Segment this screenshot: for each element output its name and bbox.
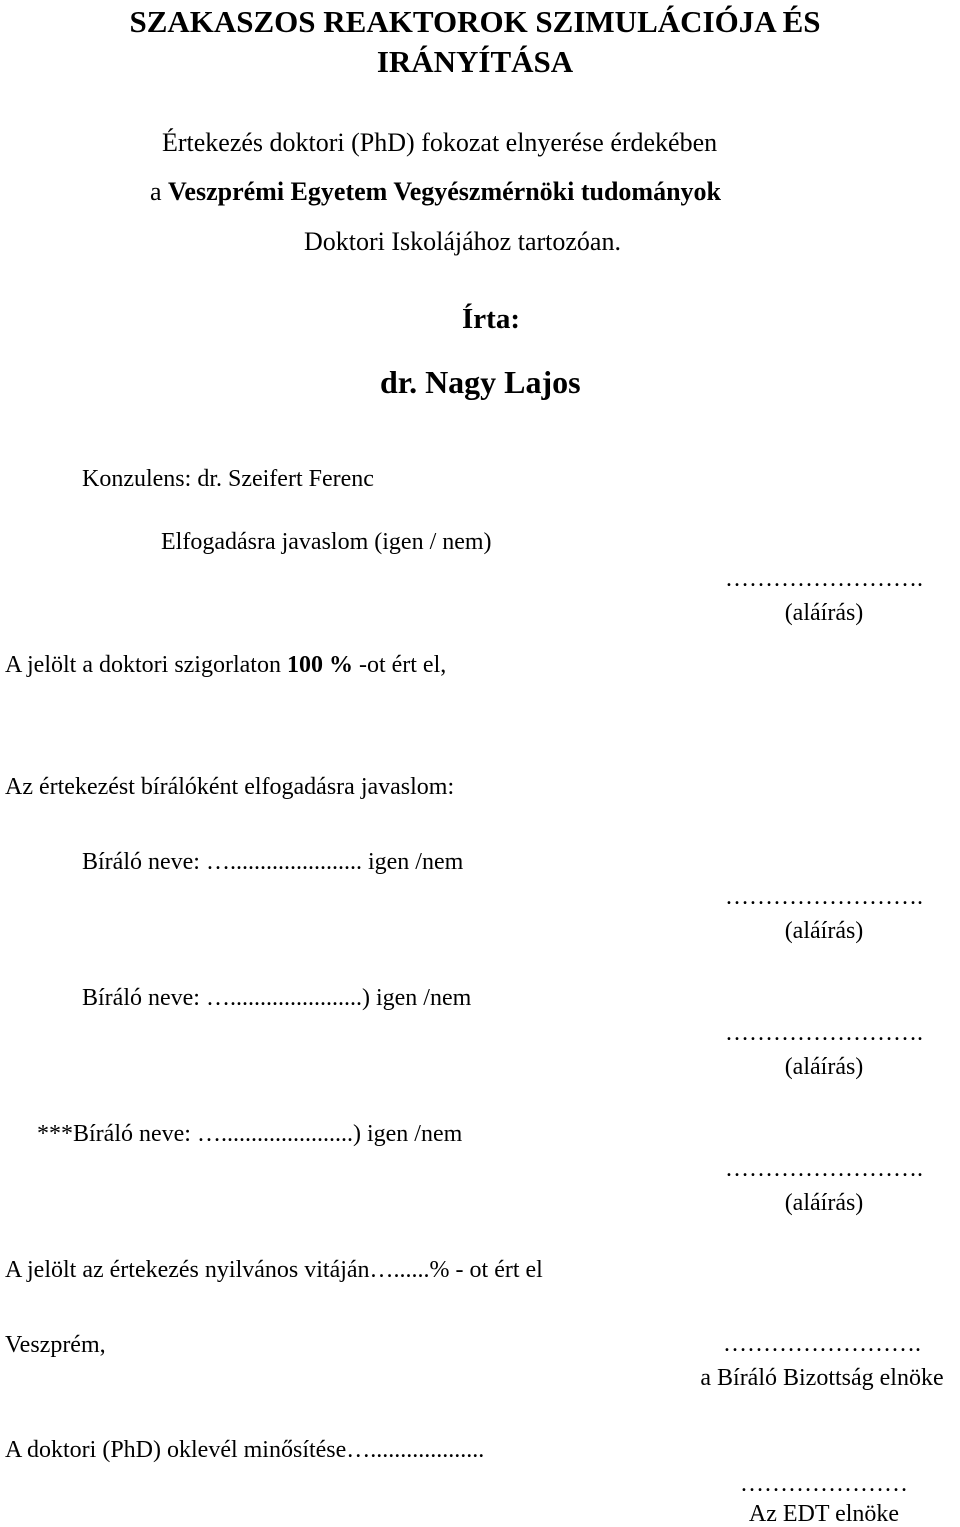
exam-result-line xyxy=(5,653,446,677)
intro-line-3: Doktori Iskolájához tartozóan. xyxy=(304,227,621,256)
signature-dots: ……………………. xyxy=(725,884,923,910)
recommend-line: Elfogadásra javaslom (igen / nem) xyxy=(161,529,492,555)
diploma-line: A doktori (PhD) oklevél minősítése…................... xyxy=(5,1437,485,1463)
edt-caption: Az EDT elnöke xyxy=(748,1501,900,1527)
signature-block-1 xyxy=(700,567,948,625)
title-line-1: SZAKASZOS REAKTOROK SZIMULÁCIÓJA ÉS xyxy=(129,4,821,39)
committee-signature-block xyxy=(686,1332,958,1390)
exam-result-suffix: -ot ért el, xyxy=(352,652,447,678)
reviewer-intro: Az értekezést bírálóként elfogadásra javaslom: xyxy=(5,774,455,800)
edt-dots: ………………… xyxy=(740,1471,908,1497)
signature-block-4 xyxy=(700,1157,948,1215)
exam-result-prefix: A jelölt a doktori szigorlaton xyxy=(5,652,287,678)
intro-line-2-prefix: a xyxy=(150,177,169,206)
exam-result-value: 100 % xyxy=(286,652,353,678)
signature-dots: ……………………. xyxy=(725,1020,923,1046)
university-name: Veszprémi Egyetem Vegyészmérnöki tudományok xyxy=(168,177,721,206)
intro-line-1: Értekezés doktori (PhD) fokozat elnyerése érdekében xyxy=(162,128,718,157)
consultant-line: Konzulens: dr. Szeifert Ferenc xyxy=(82,466,374,492)
defense-result-line: A jelölt az értekezés nyilvános vitáján…......% - ot ért el xyxy=(5,1257,543,1283)
signature-block-3 xyxy=(700,1021,948,1079)
intro-line-2 xyxy=(150,179,721,205)
title-line-2: IRÁNYÍTÁSA xyxy=(376,44,574,79)
signature-dots: ……………………. xyxy=(725,566,923,592)
place-line: Veszprém, xyxy=(5,1332,106,1358)
signature-caption: (aláírás) xyxy=(784,1054,864,1080)
signature-caption: (aláírás) xyxy=(784,600,864,626)
committee-dots: ……………………. xyxy=(723,1331,921,1357)
signature-caption: (aláírás) xyxy=(784,1190,864,1216)
author-name: dr. Nagy Lajos xyxy=(380,364,581,400)
author-label: Írta: xyxy=(462,303,520,335)
reviewer-line-3: ***Bíráló neve: …......................) igen /nem xyxy=(37,1121,463,1147)
edt-signature-block xyxy=(690,1472,958,1526)
committee-caption: a Bíráló Bizottság elnöke xyxy=(700,1365,944,1391)
signature-caption: (aláírás) xyxy=(784,918,864,944)
reviewer-line-1: Bíráló neve: …...................... igen /nem xyxy=(82,849,464,875)
signature-dots: ……………………. xyxy=(725,1156,923,1182)
reviewer-line-2: Bíráló neve: …......................) igen /nem xyxy=(82,985,472,1011)
signature-block-2 xyxy=(700,885,948,943)
